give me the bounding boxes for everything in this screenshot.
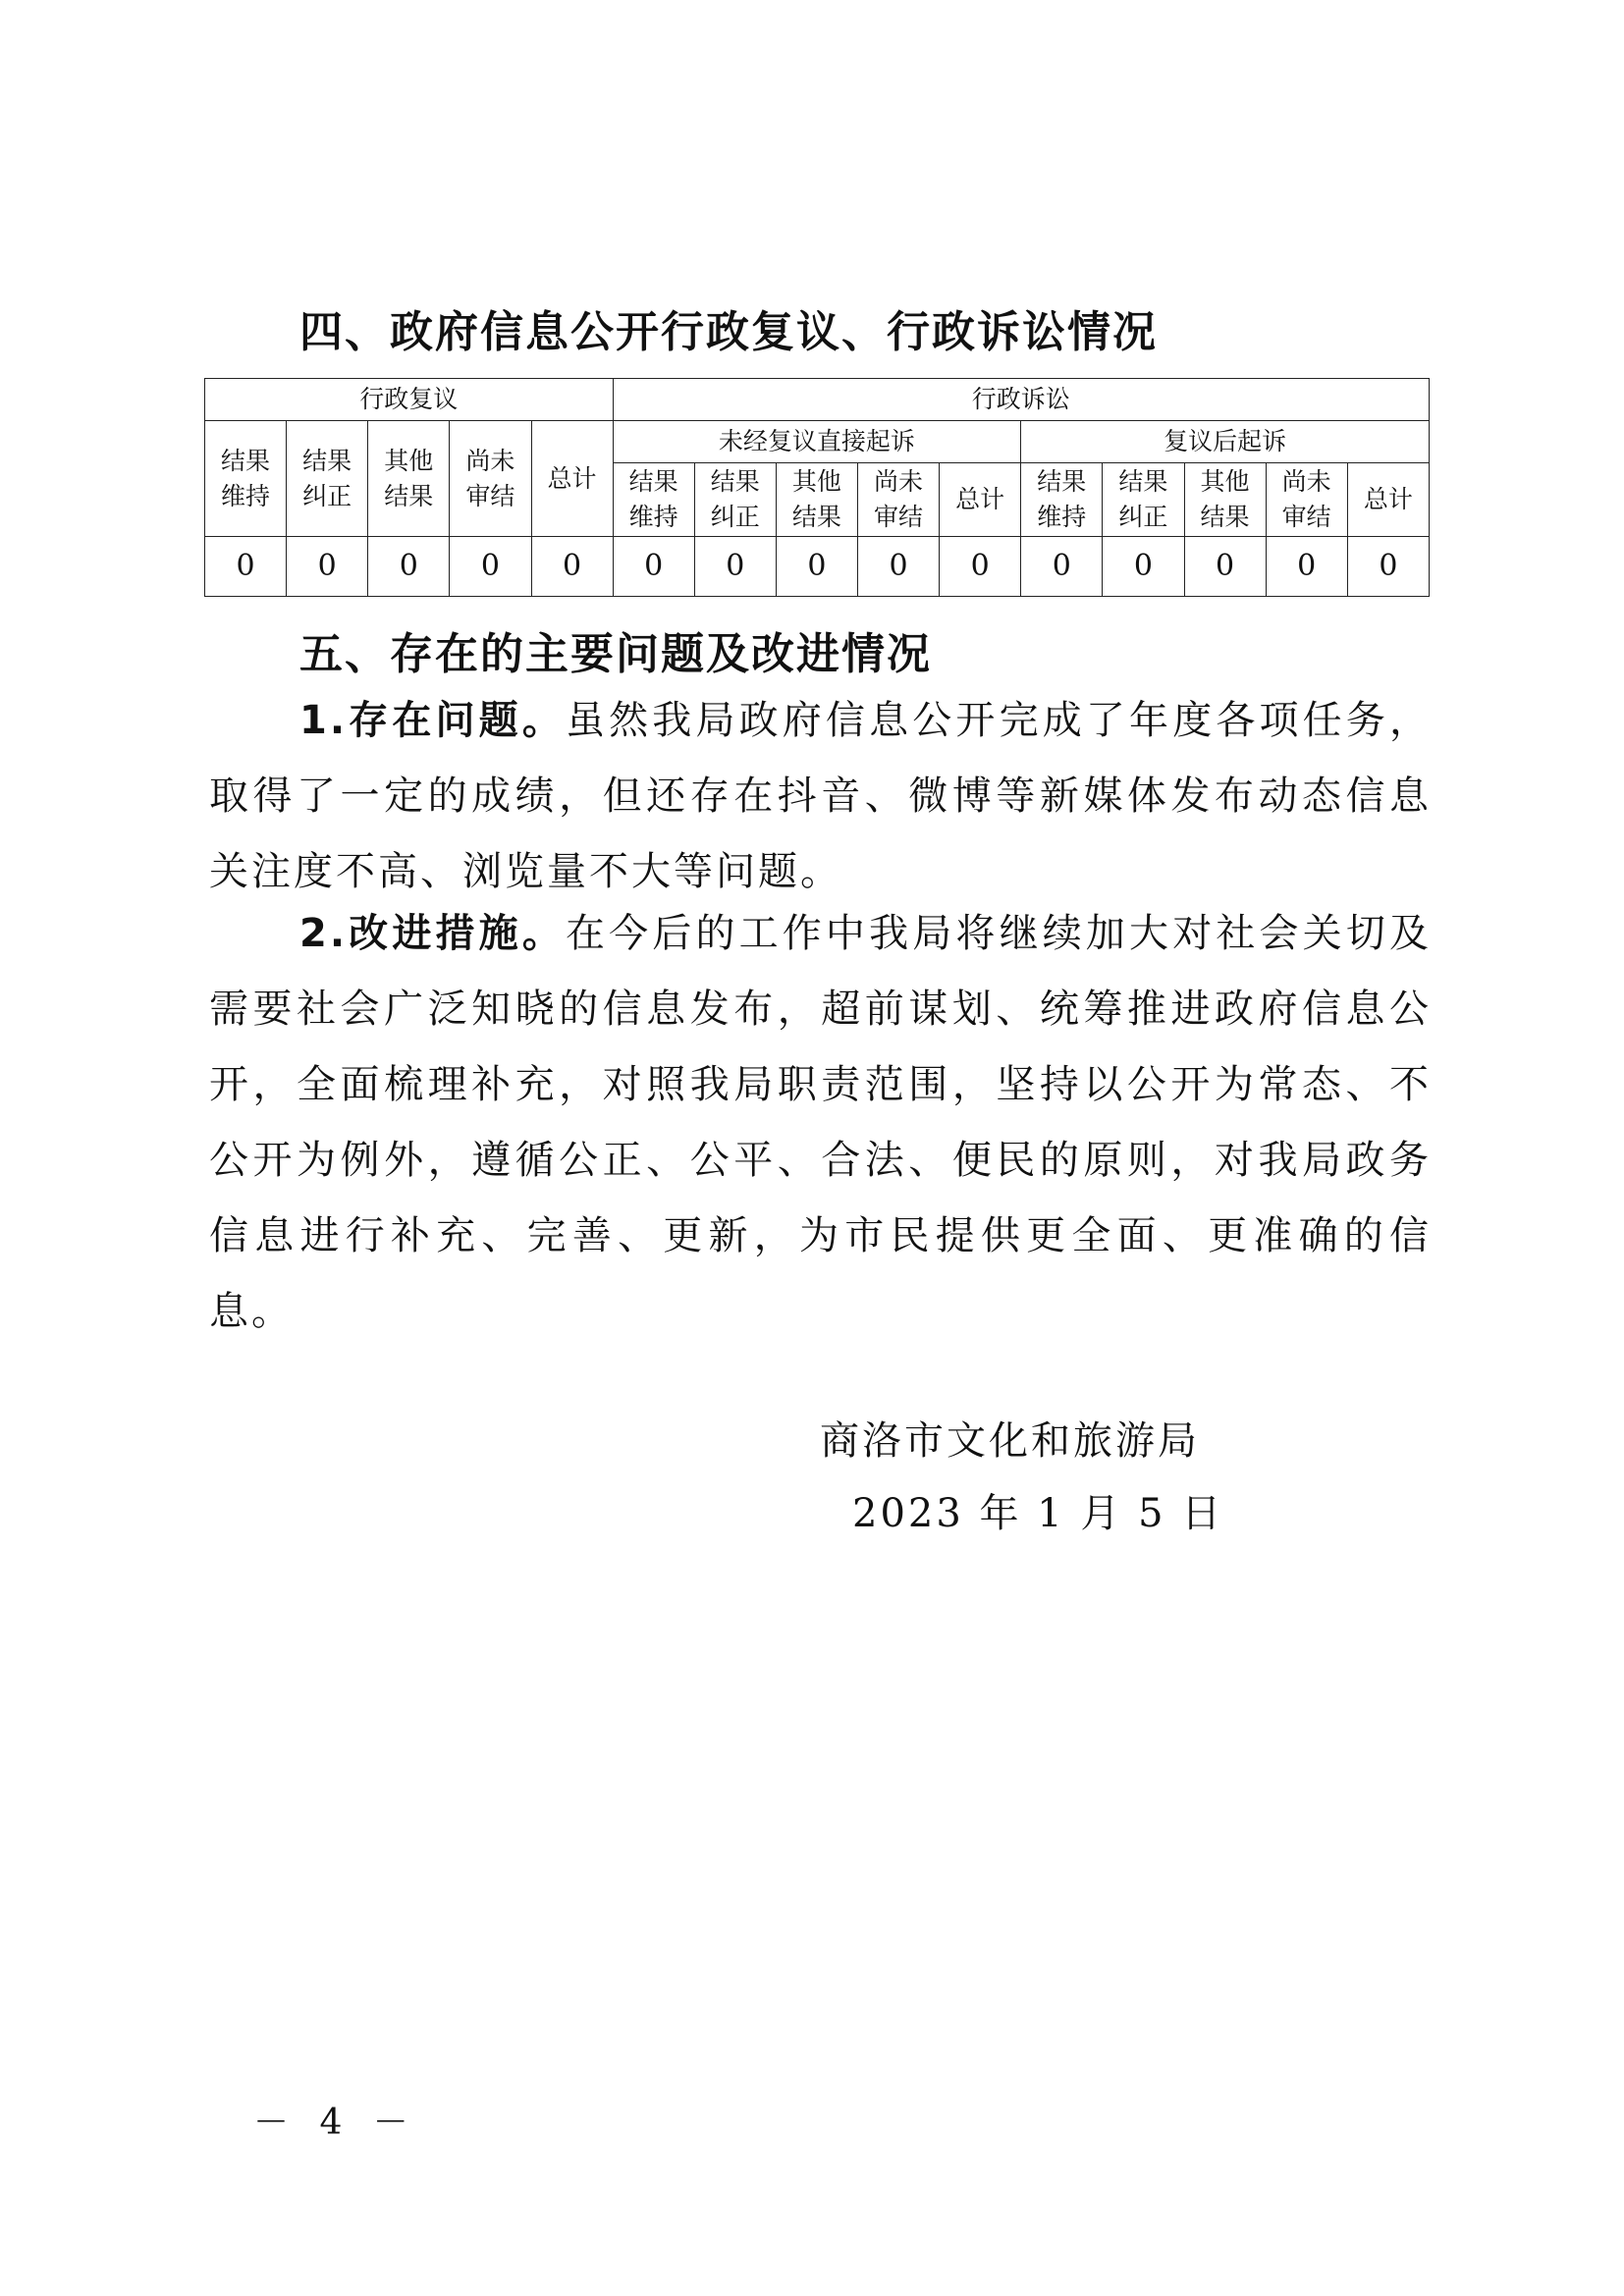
improvements-text: 在今后的工作中我局将继续加大对社会关切及需要社会广泛知晓的信息发布，超前谋划、统筹推进政府信息公开，全面梳理补充，对照我局职责范围，坚持以公开为常态、不公开为例外，遵循公正、公平、合法、便民的原则，对我局政务信息进行补充、完善、更新，为市民提供更全面、更准确的信息。 <box>209 911 1433 1334</box>
direct-other-header: 其他 结果 <box>776 463 857 537</box>
litigation-group-header: 行政诉讼 <box>613 379 1429 421</box>
review-total-header: 总计 <box>531 421 613 537</box>
after-other-header: 其他 结果 <box>1184 463 1266 537</box>
after-corrected-header: 结果 纠正 <box>1103 463 1184 537</box>
table-header-row <box>205 421 1430 463</box>
table-cell: 0 <box>368 537 450 597</box>
problems-lead: 1.存在问题。 <box>299 698 566 743</box>
signature-date: 2023 年 1 月 5 日 <box>852 1491 1224 1536</box>
review-pending-header: 尚未 审结 <box>450 421 531 537</box>
table-cell: 0 <box>531 537 613 597</box>
problems-text: 虽然我局政府信息公开完成了年度各项任务，取得了一定的成绩，但还存在抖音、微博等新媒体发布动态信息关注度不高、浏览量不大等问题。 <box>209 698 1433 894</box>
direct-litigation-header: 未经复议直接起诉 <box>613 421 1021 463</box>
table-cell: 0 <box>287 537 368 597</box>
table-header-row <box>205 379 1430 421</box>
after-review-litigation-header: 复议后起诉 <box>1021 421 1430 463</box>
improvements-lead: 2.改进措施。 <box>299 911 566 956</box>
review-group-header: 行政复议 <box>205 379 614 421</box>
review-other-header: 其他 结果 <box>368 421 450 537</box>
table-cell: 0 <box>694 537 776 597</box>
problems-paragraph <box>209 683 1432 910</box>
review-maintained-header: 结果 维持 <box>205 421 287 537</box>
signature-organization: 商洛市文化和旅游局 <box>820 1418 1200 1464</box>
table-cell: 0 <box>1184 537 1266 597</box>
table-cell: 0 <box>858 537 940 597</box>
table-row <box>205 537 1430 597</box>
table-cell: 0 <box>450 537 531 597</box>
table-cell: 0 <box>1266 537 1347 597</box>
direct-maintained-header: 结果 维持 <box>613 463 694 537</box>
table-cell: 0 <box>1103 537 1184 597</box>
page-number: － 4 － <box>253 2103 418 2143</box>
table-cell: 0 <box>1021 537 1103 597</box>
section-4-heading: 四、政府信息公开行政复议、行政诉讼情况 <box>299 307 1158 357</box>
table-cell: 0 <box>776 537 857 597</box>
after-pending-header: 尚未 审结 <box>1266 463 1347 537</box>
after-maintained-header: 结果 维持 <box>1021 463 1103 537</box>
direct-corrected-header: 结果 纠正 <box>694 463 776 537</box>
table-cell: 0 <box>940 537 1021 597</box>
table-cell: 0 <box>205 537 287 597</box>
review-litigation-table <box>204 378 1430 597</box>
improvements-paragraph <box>209 896 1432 1350</box>
direct-total-header: 总计 <box>940 463 1021 537</box>
section-5-heading: 五、存在的主要问题及改进情况 <box>299 629 932 679</box>
table-cell: 0 <box>613 537 694 597</box>
after-total-header: 总计 <box>1347 463 1429 537</box>
review-corrected-header: 结果 纠正 <box>287 421 368 537</box>
table-cell: 0 <box>1347 537 1429 597</box>
direct-pending-header: 尚未 审结 <box>858 463 940 537</box>
